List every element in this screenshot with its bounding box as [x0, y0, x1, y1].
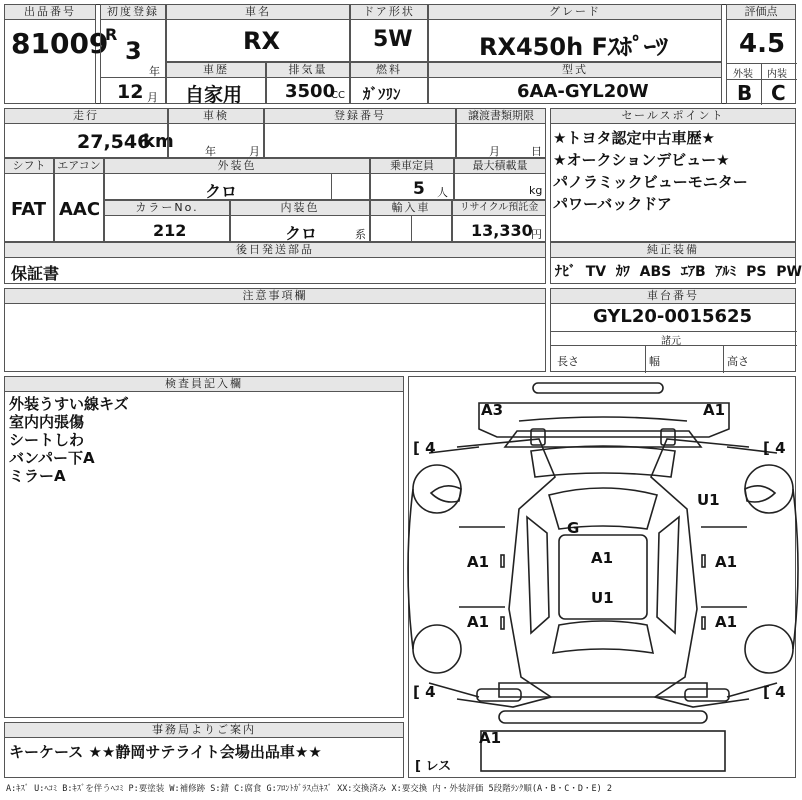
- car-name-label: 車名: [167, 5, 349, 20]
- reg-year-unit: 年: [149, 65, 160, 78]
- equip-abs: ABS: [639, 264, 672, 280]
- int-color-label: 内装色: [231, 201, 369, 216]
- equip-navi: ﾅﾋﾞ: [555, 264, 576, 280]
- equip-alloy: ｱﾙﾐ: [715, 264, 737, 280]
- recycle-label: リサイクル預託金: [453, 201, 545, 216]
- load-label: 最大積載量: [455, 159, 545, 174]
- chassis-label: 車台番号: [551, 289, 795, 304]
- recycle-cell: [452, 200, 546, 242]
- lot-cell: [4, 4, 109, 104]
- model-cell: [428, 62, 722, 104]
- later-parts: 保証書: [11, 264, 60, 283]
- car-diagram: [408, 376, 796, 778]
- lot-label: 出品番号: [5, 5, 95, 20]
- recycle: 13,330: [471, 221, 533, 240]
- mileage: 27,546: [77, 131, 151, 153]
- capacity-unit: 人: [437, 186, 448, 199]
- capacity: 5: [413, 179, 425, 199]
- sales-point-2: ★オークションデビュー★: [553, 151, 730, 169]
- chassis-number: GYL20-0015625: [593, 306, 753, 327]
- inspection-label: 車検: [169, 109, 263, 124]
- remark-2: 室内内張傷: [9, 413, 85, 431]
- int-score: C: [771, 81, 786, 105]
- import-label: 輸入車: [371, 201, 451, 216]
- capacity-label: 乗車定員: [371, 159, 453, 174]
- load-unit: kg: [529, 184, 543, 197]
- grade-cell: [428, 4, 722, 62]
- mileage-unit: km: [143, 131, 174, 152]
- office-label: 事務局よりご案内: [5, 723, 403, 738]
- sales-points-cell: [550, 108, 796, 242]
- insp-year-unit: 年: [205, 145, 216, 158]
- spec-width: 幅: [649, 355, 660, 368]
- int-color: クロ: [285, 224, 318, 243]
- remark-4: バンパー下A: [9, 449, 95, 467]
- load-cell: [454, 158, 546, 200]
- door-label: ドア形状: [351, 5, 427, 20]
- first-reg-cell: [100, 4, 166, 104]
- reg-year: 3: [125, 37, 142, 65]
- mark-windshield: G: [567, 519, 580, 537]
- car-name: RX: [243, 27, 280, 55]
- displacement-unit: CC: [331, 90, 345, 101]
- score-value: 4.5: [739, 29, 786, 59]
- int-label: 内装: [767, 69, 787, 80]
- inspector-cell: [4, 376, 404, 718]
- mark-front-left: A3: [481, 401, 504, 419]
- reg-no-label: 登録番号: [265, 109, 455, 124]
- sales-point-3: パノラミックビューモニター: [553, 173, 748, 191]
- specs-label: 諸元: [661, 336, 681, 347]
- sales-points-label: セールスポイント: [551, 109, 795, 124]
- car-outline-svg: [409, 377, 797, 779]
- later-parts-label: 後日発送部品: [5, 243, 545, 258]
- tire-fl: [ 4: [413, 439, 436, 457]
- model-label: 型式: [429, 63, 721, 78]
- transfer-month-unit: 月: [489, 145, 500, 158]
- remark-5: ミラーA: [9, 467, 66, 485]
- shift: FAT: [11, 199, 47, 220]
- legend: A:ｷｽﾞ U:ﾍｺﾐ B:ｷｽﾞを伴うﾍｺﾐ P:要塗装 W:補修跡 S:錆 C:腐食 G:ﾌﾛﾝﾄｶﾞﾗｽ点ｷｽﾞ XX:交換済み X:要交換 内・外装評価 5段階ﾗﾝｸ順(A・B・C・D・E) 2: [6, 784, 612, 794]
- fuel-label: 燃料: [351, 63, 427, 78]
- mark-roof-dent: U1: [591, 589, 614, 607]
- score-label: 評価点: [727, 5, 795, 20]
- mark-roof: A1: [591, 549, 614, 567]
- reg-month-unit: 月: [147, 91, 158, 104]
- ac-label: エアコン: [55, 159, 103, 174]
- notes-cell: [4, 288, 546, 372]
- inspector-label: 検査員記入欄: [5, 377, 403, 392]
- notes-label: 注意事項欄: [5, 289, 545, 304]
- ext-color-label: 外装色: [105, 159, 369, 174]
- reg-no-cell: [264, 108, 456, 158]
- mark-left-front-door: A1: [467, 553, 490, 571]
- tire-fr: [ 4: [763, 439, 786, 457]
- equip-ps: PS: [746, 264, 767, 280]
- reg-month: 12: [117, 81, 144, 103]
- grade: RX450h Fｽﾎﾟｰﾂ: [479, 33, 668, 61]
- ac: AAC: [59, 199, 101, 220]
- ext-color-cell: [104, 158, 370, 200]
- displacement: 3500: [285, 81, 336, 102]
- lot-number: 81009: [11, 27, 109, 60]
- int-color-suffix: 系: [355, 228, 366, 241]
- inspection-cell: [168, 108, 264, 158]
- transfer-label: 譲渡書類期限: [457, 109, 545, 124]
- capacity-cell: [370, 158, 454, 200]
- fuel: ｶﾞｿﾘﾝ: [363, 85, 401, 103]
- int-color-cell: [230, 200, 370, 242]
- import-cell: [370, 200, 452, 242]
- remark-3: シートしわ: [9, 431, 85, 449]
- equipment-cell: [550, 242, 802, 284]
- fuel-cell: [350, 62, 428, 104]
- color-no-label: カラーNo.: [105, 201, 229, 216]
- equip-airbag: ｴｱB: [680, 264, 706, 280]
- era: R: [105, 25, 118, 44]
- history-cell: [166, 62, 266, 104]
- shift-label: シフト: [5, 159, 53, 174]
- first-reg-label: 初度登録: [101, 5, 165, 20]
- recycle-unit: 円: [531, 228, 542, 241]
- history: 自家用: [185, 84, 243, 106]
- mark-left-rear-door: A1: [467, 613, 490, 631]
- color-no-cell: [104, 200, 230, 242]
- spec-length: 長さ: [557, 355, 579, 368]
- ext-label: 外装: [733, 69, 753, 80]
- mileage-label: 走行: [5, 109, 167, 124]
- door-type: 5W: [373, 27, 413, 52]
- mark-right-rear-door: A1: [715, 613, 738, 631]
- door-cell: [350, 4, 428, 62]
- tire-rr: [ 4: [763, 683, 786, 701]
- later-parts-cell: [4, 242, 546, 284]
- spare-tire: [ レス: [415, 759, 452, 774]
- transfer-day-unit: 日: [531, 145, 542, 158]
- mark-right-fender: U1: [697, 491, 720, 509]
- insp-month-unit: 月: [249, 145, 260, 158]
- grade-label: グレード: [429, 5, 721, 20]
- equipment-label: 純正装備: [551, 243, 795, 258]
- equip-pw: PW: [776, 264, 802, 280]
- transfer-cell: [456, 108, 546, 158]
- ac-cell: [54, 158, 104, 242]
- sales-point-4: パワーバックドア: [553, 195, 672, 213]
- chassis-cell: [550, 288, 796, 372]
- office-cell: [4, 722, 404, 778]
- displacement-cell: [266, 62, 350, 104]
- spec-height: 高さ: [727, 355, 749, 368]
- color-no: 212: [153, 221, 187, 240]
- displacement-label: 排気量: [267, 63, 349, 78]
- ext-color: クロ: [205, 182, 238, 201]
- car-name-cell: [166, 4, 350, 62]
- tire-rl: [ 4: [413, 683, 436, 701]
- history-label: 車歴: [167, 63, 265, 78]
- remark-1: 外装うすい線キズ: [9, 395, 129, 413]
- mark-rear-bumper: A1: [479, 729, 502, 747]
- model-code: 6AA-GYL20W: [517, 81, 649, 102]
- mileage-cell: [4, 108, 174, 158]
- equip-tv: TV: [585, 264, 607, 280]
- ext-score: B: [737, 81, 753, 105]
- sales-point-1: ★トヨタ認定中古車歴★: [553, 129, 715, 147]
- mark-right-front-door: A1: [715, 553, 738, 571]
- office-notice: キーケース ★★静岡サテライト会場出品車★★: [9, 743, 322, 761]
- score-cell: [726, 4, 796, 104]
- mark-front-right: A1: [703, 401, 726, 419]
- shift-cell: [4, 158, 54, 242]
- equip-leather: ｶﾜ: [615, 264, 630, 280]
